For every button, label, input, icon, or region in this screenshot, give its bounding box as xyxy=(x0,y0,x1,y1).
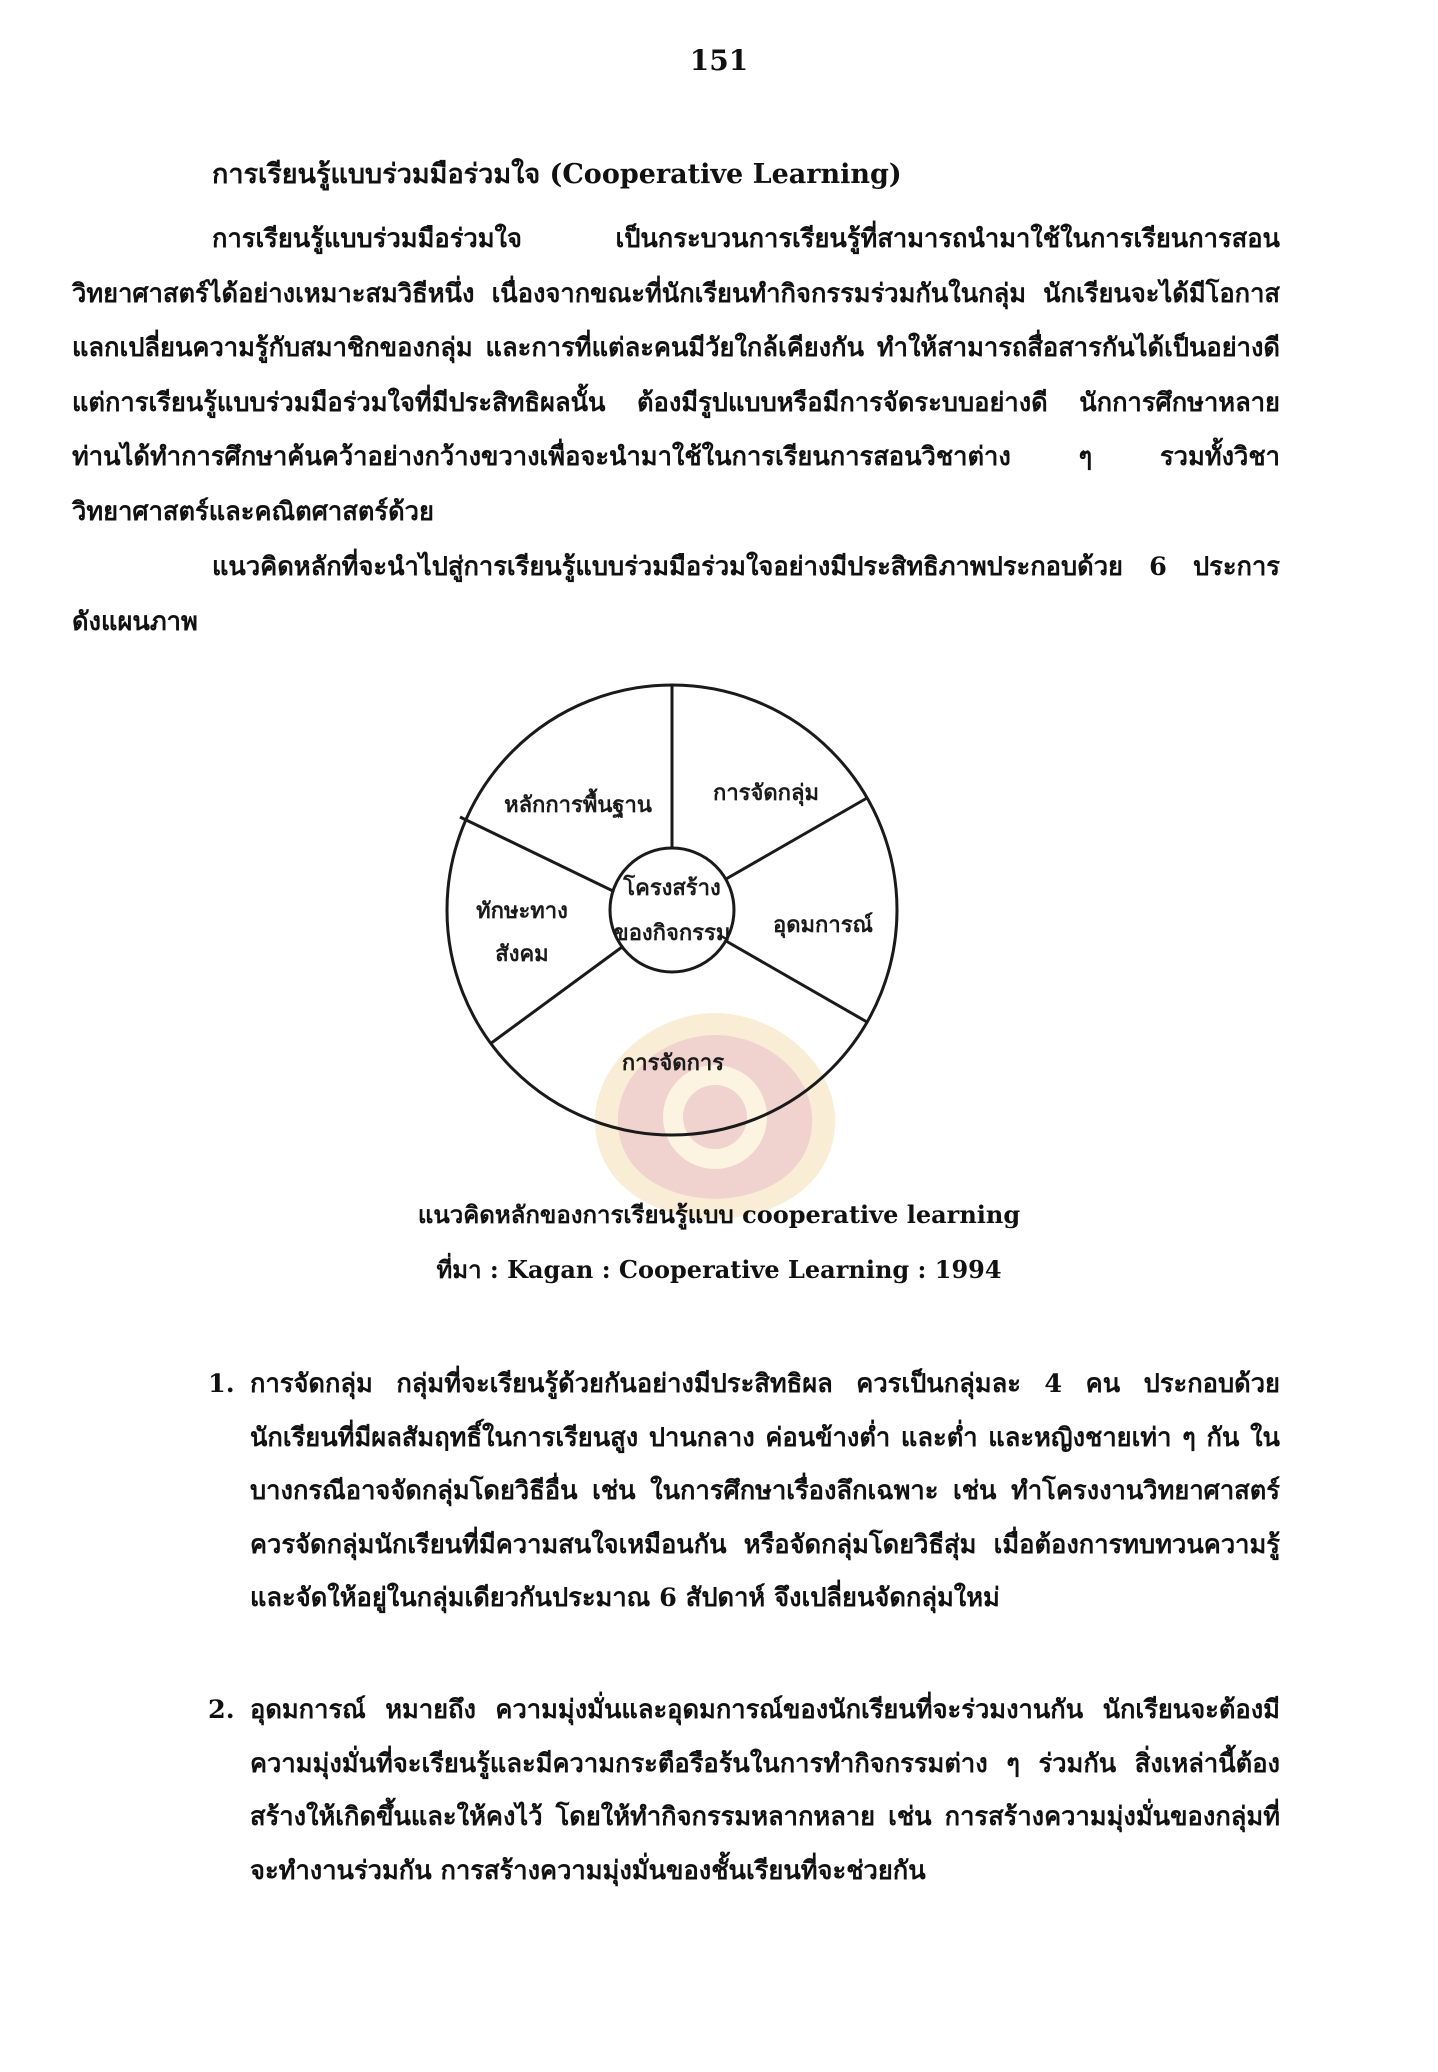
divider-upper-right xyxy=(726,798,867,879)
list-item-body xyxy=(208,1684,1280,1898)
list-item-term: การจัดกลุ่ม xyxy=(250,1369,373,1399)
segment-label-basic-principles: หลักการพื้นฐาน xyxy=(504,793,652,818)
page-number: 151 xyxy=(689,44,749,77)
concepts-paragraph: แนวคิดหลักที่จะนำไปสู่การเรียนรู้แบบร่วมมือร่วมใจอย่างมีประสิทธิภาพประกอบด้วย 6 ประการ ดังแผนภาพ xyxy=(72,552,1280,637)
intro-paragraph: การเรียนรู้แบบร่วมมือร่วมใจ เป็นกระบวนการเรียนรู้ที่สามารถนำมาใช้ในการเรียนการสอนวิทยาศาสตร์ได้อย่างเหมาะสมวิธีหนึ่ง เนื่องจากขณะที่นักเรียนทำกิจกรรมร่วมกันในกลุ่ม นักเรียนจะได้มีโอกาสแลกเปลี่ยนความรู้กับสมาชิกของกลุ่ม และการที่แต่ละคนมีวัยใกล้เคียงกัน ทำให้สามารถสื่อสารกันได้เป็นอย่างดี แต่การเรียนรู้แบบร่วมมือร่วมใจที่มีประสิทธิผลนั้น ต้องมีรูปแบบหรือมีการจัดระบบอย่างดี นักการศึกษาหลายท่านได้ทำการศึกษาค้นคว้าอย่างกว้างขวางเพื่อจะนำมาใช้ในการเรียนการสอนวิชาต่าง ๆ รวมทั้งวิชาวิทยาศาสตร์และคณิตศาสตร์ด้วย xyxy=(72,224,1280,527)
list-item-text: กลุ่มที่จะเรียนรู้ด้วยกันอย่างมีประสิทธิผล ควรเป็นกลุ่มละ 4 คน ประกอบด้วยนักเรียนที่มีผลสัมฤทธิ์ในการเรียนสูง ปานกลาง ค่อนข้างต่ำ และต่ำ และหญิงชายเท่า ๆ กัน ในบางกรณีอาจจัดกลุ่มโดยวิธีอื่น เช่น ในการศึกษาเรื่องลึกเฉพาะ เช่น ทำโครงงานวิทยาศาสตร์ควรจัดกลุ่มนักเรียนที่มีความสนใจเหมือนกัน หรือจัดกลุ่มโดยวิธีสุ่ม เมื่อต้องการทบทวนความรู้ และจัดให้อยู่ในกลุ่มเดียวกันประมาณ 6 สัปดาห์ จึงเปลี่ยนจัดกลุ่มใหม่ xyxy=(250,1369,1280,1613)
segment-label-social-skills-line2: สังคม xyxy=(495,942,549,967)
divider-upper-left xyxy=(460,817,613,891)
segment-label-ideology: อุดมการณ์ xyxy=(773,913,873,938)
list-item-grouping xyxy=(208,1358,1280,1626)
segment-label-grouping: การจัดกลุ่ม xyxy=(713,781,819,806)
list-item-ideology xyxy=(208,1684,1280,1898)
list-item-number: 2. xyxy=(208,1695,235,1725)
segment-label-management: การจัดการ xyxy=(621,1051,725,1076)
list-item-text: หมายถึง ความมุ่งมั่นและอุดมการณ์ของนักเรียนที่จะร่วมงานกัน นักเรียนจะต้องมีความมุ่งมั่นที่จะเรียนรู้และมีความกระตือรือร้นในการทำกิจกรรมต่าง ๆ ร่วมกัน สิ่งเหล่านี้ต้องสร้างให้เกิดขึ้นและให้คงไว้ โดยให้ทำกิจกรรมหลากหลาย เช่น การสร้างความมุ่งมั่นของกลุ่มที่จะทำงานร่วมกัน การสร้างความมุ่งมั่นของชั้นเรียนที่จะช่วยกัน xyxy=(250,1695,1280,1886)
section-heading: การเรียนรู้แบบร่วมมือร่วมใจ (Cooperative Learning) xyxy=(212,159,902,190)
diagram-caption: แนวคิดหลักของการเรียนรู้แบบ cooperative learning xyxy=(417,1200,1021,1229)
list-item-term: อุดมการณ์ xyxy=(250,1695,366,1725)
list-item-number: 1. xyxy=(208,1369,235,1399)
list-item-body xyxy=(208,1358,1280,1626)
diagram-inner-circle xyxy=(610,848,734,972)
diagram-source: ที่มา : Kagan : Cooperative Learning : 1994 xyxy=(436,1255,1002,1284)
divider-lower-right xyxy=(726,941,867,1022)
segment-label-social-skills-line1: ทักษะทาง xyxy=(476,899,568,924)
center-label-line2: ของกิจกรรม xyxy=(613,921,731,946)
center-label-line1: โครงสร้าง xyxy=(623,876,721,901)
